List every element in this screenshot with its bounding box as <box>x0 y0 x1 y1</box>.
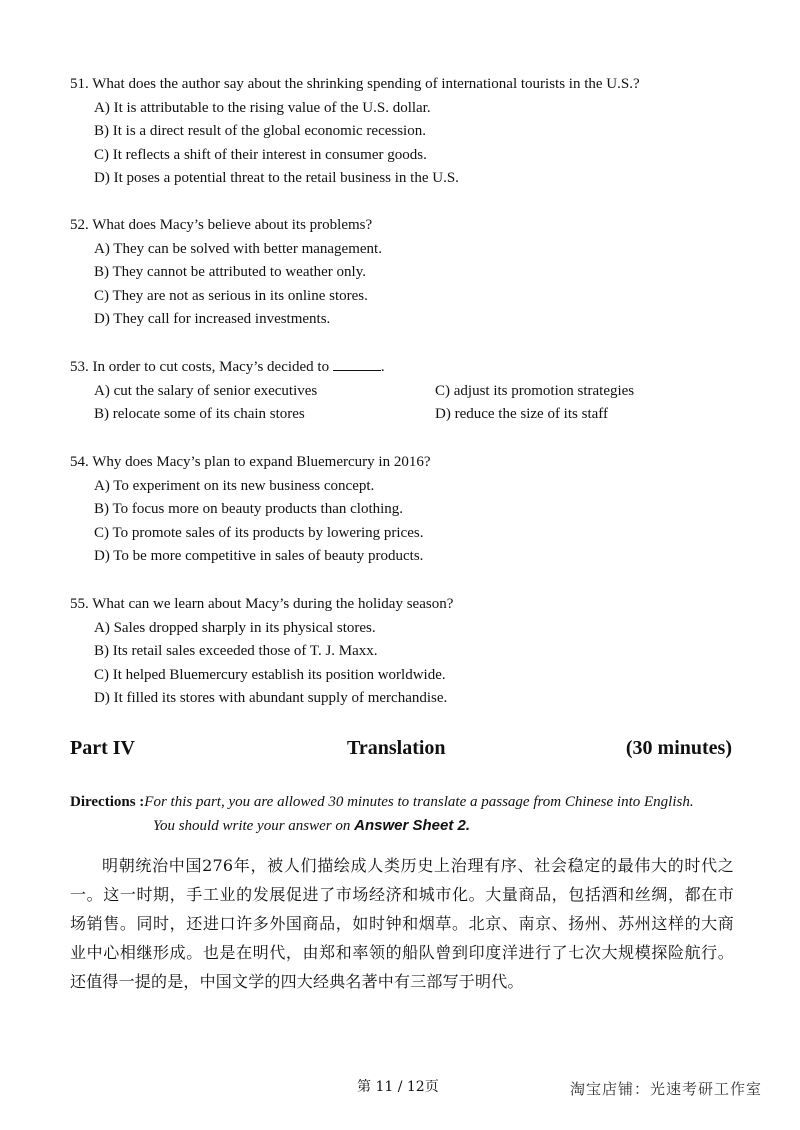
option-grid <box>70 380 750 427</box>
option-a: A) It is attributable to the rising value of the U.S. dollar. <box>94 99 431 116</box>
option-a: A) Sales dropped sharply in its physical stores. <box>94 619 376 636</box>
question-53 <box>70 356 750 427</box>
question-54 <box>70 451 750 569</box>
option-d: D) It poses a potential threat to the retail business in the U.S. <box>94 170 459 186</box>
question-stem-text: 53. In order to cut costs, Macy’s decided to <box>70 359 330 375</box>
question-stem: 54. Why does Macy’s plan to expand Bluemercury in 2016? <box>70 454 431 470</box>
option-d: D) To be more competitive in sales of beauty products. <box>94 548 424 564</box>
question-stem <box>70 356 750 380</box>
option-a: A) cut the salary of senior executives <box>94 382 318 399</box>
option-b: B) To focus more on beauty products than clothing. <box>94 501 404 517</box>
shop-watermark: 淘宝店铺：光速考研工作室 <box>570 1080 763 1098</box>
option-d: D) They call for increased investments. <box>94 311 331 327</box>
option-c: C) adjust its promotion strategies <box>435 382 635 399</box>
question-stem: 55. What can we learn about Macy’s during the holiday season? <box>70 596 454 612</box>
option-d: D) reduce the size of its staff <box>435 406 608 422</box>
option-a: A) They can be solved with better management. <box>94 240 382 257</box>
question-51 <box>70 73 750 191</box>
part-time: (30 minutes) <box>625 737 732 759</box>
option-a: A) To experiment on its new business concept. <box>94 477 375 494</box>
part-header <box>70 737 732 767</box>
question-stem: 51. What does the author say about the shrinking spending of international tourists in the U.S.? <box>70 76 640 92</box>
option-b: B) relocate some of its chain stores <box>94 406 305 422</box>
part-title: Translation <box>347 737 446 759</box>
page-number: 第 11 / 12页 <box>357 1079 439 1095</box>
option-b: B) Its retail sales exceeded those of T. J. Maxx. <box>94 643 378 659</box>
directions-text-2: You should write your answer on <box>153 818 351 834</box>
part-label: Part IV <box>70 737 135 759</box>
option-b: B) It is a direct result of the global economic recession. <box>94 123 426 139</box>
option-c: C) It reflects a shift of their interest in consumer goods. <box>94 146 427 163</box>
question-stem-end: . <box>380 359 385 375</box>
directions-label: Directions <box>70 794 136 810</box>
option-c: C) They are not as serious in its online stores. <box>94 287 368 304</box>
directions-text-1: For this part, you are allowed 30 minutes to translate a passage from Chinese into English. <box>144 794 694 810</box>
option-c: C) It helped Bluemercury establish its position worldwide. <box>94 666 446 683</box>
question-55 <box>70 593 750 711</box>
answer-sheet-label: Answer Sheet 2. <box>354 817 471 834</box>
question-52 <box>70 214 750 332</box>
answer-blank <box>333 356 381 371</box>
directions-colon: : <box>139 794 145 810</box>
option-c: C) To promote sales of its products by lowering prices. <box>94 524 424 541</box>
question-stem: 52. What does Macy’s believe about its problems? <box>70 217 373 233</box>
translation-passage: 明朝统治中国276年，被人们描绘成人类历史上治理有序、社会稳定的最伟大的时代之一。这一时期，手工业的发展促进了市场经济和城市化。大量商品，包括酒和丝绸，都在市场销售。同时，还进口许多外国商品，如时钟和烟草。北京、南京、扬州、苏州这样的大商业中心相继形成。也是在明代，由郑和率领的船队曾到印度洋进行了七次大规模探险航行。还值得一提的是，中国文学的四大经典名著中有三部写于明代。 <box>70 856 734 991</box>
directions <box>70 790 750 838</box>
option-b: B) They cannot be attributed to weather only. <box>94 264 366 280</box>
option-d: D) It filled its stores with abundant supply of merchandise. <box>94 690 448 706</box>
